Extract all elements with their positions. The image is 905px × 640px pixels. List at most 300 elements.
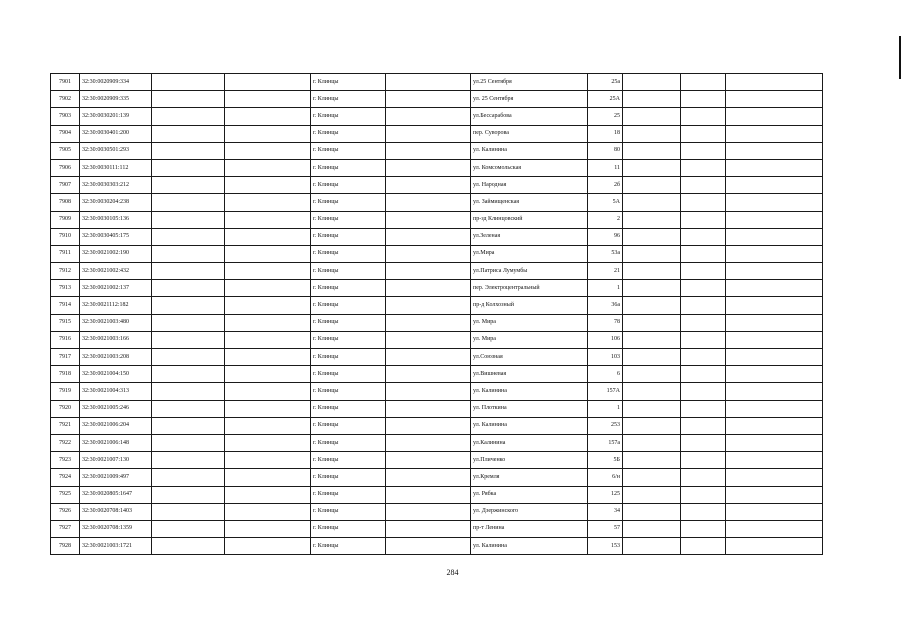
empty-cell [386,434,471,451]
empty-cell [386,263,471,280]
empty-cell [225,314,311,331]
cadastral-number: 32:30:0030401:200 [80,125,152,142]
empty-cell [152,452,225,469]
table-row [51,280,823,297]
house-number: 78 [588,314,623,331]
street-name: ул. Дзержинского [471,503,588,520]
house-number: 125 [588,486,623,503]
city-name: г. Клинцы [311,108,386,125]
row-number: 7927 [51,520,80,537]
empty-cell [681,280,726,297]
empty-cell [681,211,726,228]
empty-cell [152,245,225,262]
street-name: ул. Мира [471,314,588,331]
row-number: 7922 [51,434,80,451]
empty-cell [225,194,311,211]
empty-cell [152,366,225,383]
empty-cell [726,452,823,469]
empty-cell [726,503,823,520]
table-row [51,503,823,520]
table-row [51,125,823,142]
row-number: 7902 [51,91,80,108]
table-row [51,469,823,486]
empty-cell [225,469,311,486]
empty-cell [623,280,681,297]
cadastral-number: 32:30:0021112:182 [80,297,152,314]
city-name: г. Клинцы [311,177,386,194]
cadastral-number: 32:30:0020708:1359 [80,520,152,537]
empty-cell [681,74,726,91]
table-row [51,383,823,400]
registry-table [50,73,823,555]
house-number: 1 [588,280,623,297]
empty-cell [623,297,681,314]
cadastral-number: 32:30:0021006:204 [80,417,152,434]
street-name: ул.25 Сентября [471,74,588,91]
empty-cell [386,142,471,159]
house-number: 53а [588,245,623,262]
cadastral-number: 32:30:0021002:190 [80,245,152,262]
empty-cell [681,486,726,503]
city-name: г. Клинцы [311,142,386,159]
house-number: 21 [588,263,623,280]
empty-cell [681,349,726,366]
empty-cell [152,125,225,142]
empty-cell [726,263,823,280]
empty-cell [152,469,225,486]
empty-cell [623,228,681,245]
empty-cell [225,245,311,262]
empty-cell [726,366,823,383]
cadastral-number: 32:30:0021003:480 [80,314,152,331]
table-row [51,245,823,262]
street-name: ул. Калинина [471,383,588,400]
house-number: 2 [588,211,623,228]
empty-cell [152,520,225,537]
row-number: 7905 [51,142,80,159]
table-row [51,263,823,280]
row-number: 7912 [51,263,80,280]
row-number: 7928 [51,538,80,555]
row-number: 7901 [51,74,80,91]
empty-cell [386,417,471,434]
cadastral-number: 32:30:0020909:335 [80,91,152,108]
empty-cell [225,383,311,400]
empty-cell [681,125,726,142]
house-number: 34 [588,503,623,520]
empty-cell [623,400,681,417]
house-number: 2б [588,177,623,194]
empty-cell [386,245,471,262]
empty-cell [225,142,311,159]
street-name: ул.Союзная [471,349,588,366]
registry-rows [51,74,823,555]
cadastral-number: 32:30:0021002:432 [80,263,152,280]
city-name: г. Клинцы [311,452,386,469]
house-number: 253 [588,417,623,434]
table-row [51,538,823,555]
row-number: 7903 [51,108,80,125]
empty-cell [681,400,726,417]
street-name: ул.Патриса Лумумбы [471,263,588,280]
cadastral-number: 32:30:0021003:166 [80,331,152,348]
empty-cell [726,331,823,348]
empty-cell [623,520,681,537]
street-name: пр-д Колхозный [471,297,588,314]
city-name: г. Клинцы [311,400,386,417]
empty-cell [726,434,823,451]
row-number: 7926 [51,503,80,520]
cadastral-number: 32:30:0030204:238 [80,194,152,211]
empty-cell [152,383,225,400]
empty-cell [386,538,471,555]
empty-cell [386,520,471,537]
empty-cell [726,383,823,400]
row-number: 7908 [51,194,80,211]
empty-cell [152,417,225,434]
empty-cell [726,417,823,434]
row-number: 7921 [51,417,80,434]
empty-cell [681,434,726,451]
table-row [51,366,823,383]
empty-cell [726,400,823,417]
empty-cell [152,314,225,331]
cadastral-number: 32:30:0020708:1403 [80,503,152,520]
empty-cell [681,177,726,194]
empty-cell [623,194,681,211]
row-number: 7917 [51,349,80,366]
street-name: пер. Электроцентральный [471,280,588,297]
row-number: 7925 [51,486,80,503]
empty-cell [225,520,311,537]
cadastral-number: 32:30:0021002:137 [80,280,152,297]
empty-cell [726,142,823,159]
page-edge-mark [899,36,901,79]
street-name: ул.Вишневая [471,366,588,383]
empty-cell [681,245,726,262]
table-row [51,452,823,469]
empty-cell [623,469,681,486]
empty-cell [225,434,311,451]
cadastral-number: 32:30:0020805:1647 [80,486,152,503]
empty-cell [152,538,225,555]
empty-cell [726,91,823,108]
empty-cell [386,194,471,211]
empty-cell [225,538,311,555]
empty-cell [152,434,225,451]
street-name: ул. Калинина [471,538,588,555]
empty-cell [152,108,225,125]
city-name: г. Клинцы [311,211,386,228]
empty-cell [225,417,311,434]
cadastral-number: 32:30:0021004:313 [80,383,152,400]
street-name: ул. Плоткина [471,400,588,417]
city-name: г. Клинцы [311,417,386,434]
empty-cell [623,452,681,469]
empty-cell [225,366,311,383]
empty-cell [623,383,681,400]
empty-cell [225,486,311,503]
empty-cell [726,469,823,486]
empty-cell [225,280,311,297]
empty-cell [386,108,471,125]
empty-cell [152,211,225,228]
empty-cell [681,142,726,159]
street-name: ул. Комсомольская [471,159,588,176]
table-row [51,211,823,228]
table-row [51,400,823,417]
empty-cell [681,314,726,331]
city-name: г. Клинцы [311,520,386,537]
street-name: ул. Калинина [471,417,588,434]
city-name: г. Клинцы [311,383,386,400]
empty-cell [681,228,726,245]
city-name: г. Клинцы [311,194,386,211]
table-row [51,228,823,245]
house-number: 157а [588,434,623,451]
empty-cell [152,263,225,280]
empty-cell [386,400,471,417]
empty-cell [623,486,681,503]
empty-cell [681,383,726,400]
cadastral-number: 32:30:0021005:246 [80,400,152,417]
street-name: ул.Зеленая [471,228,588,245]
city-name: г. Клинцы [311,228,386,245]
empty-cell [681,503,726,520]
city-name: г. Клинцы [311,469,386,486]
street-name: ул. Займищенская [471,194,588,211]
row-number: 7904 [51,125,80,142]
empty-cell [726,74,823,91]
table-row [51,349,823,366]
empty-cell [152,331,225,348]
empty-cell [681,366,726,383]
empty-cell [623,263,681,280]
empty-cell [152,400,225,417]
empty-cell [386,452,471,469]
house-number: 25а [588,74,623,91]
city-name: г. Клинцы [311,486,386,503]
city-name: г. Клинцы [311,245,386,262]
row-number: 7911 [51,245,80,262]
empty-cell [152,503,225,520]
empty-cell [623,503,681,520]
table-row [51,297,823,314]
table-row [51,159,823,176]
empty-cell [623,177,681,194]
empty-cell [681,108,726,125]
empty-cell [623,91,681,108]
empty-cell [623,142,681,159]
house-number: 5Б [588,452,623,469]
city-name: г. Клинцы [311,263,386,280]
empty-cell [152,142,225,159]
street-name: ул.Бессарабова [471,108,588,125]
empty-cell [726,486,823,503]
street-name: ул.Кремля [471,469,588,486]
empty-cell [386,125,471,142]
empty-cell [225,331,311,348]
house-number: 18 [588,125,623,142]
empty-cell [225,74,311,91]
empty-cell [386,228,471,245]
empty-cell [386,383,471,400]
city-name: г. Клинцы [311,125,386,142]
empty-cell [623,211,681,228]
empty-cell [386,297,471,314]
empty-cell [152,486,225,503]
empty-cell [623,159,681,176]
house-number: 157А [588,383,623,400]
street-name: ул.Пличенко [471,452,588,469]
empty-cell [681,331,726,348]
row-number: 7923 [51,452,80,469]
empty-cell [152,91,225,108]
empty-cell [681,452,726,469]
street-name: пр-зд Клинцовский [471,211,588,228]
house-number: 25 [588,108,623,125]
city-name: г. Клинцы [311,159,386,176]
empty-cell [225,263,311,280]
row-number: 7913 [51,280,80,297]
empty-cell [623,349,681,366]
empty-cell [623,366,681,383]
row-number: 7920 [51,400,80,417]
city-name: г. Клинцы [311,91,386,108]
empty-cell [386,314,471,331]
house-number: 25А [588,91,623,108]
empty-cell [225,177,311,194]
cadastral-number: 32:30:0030405:175 [80,228,152,245]
empty-cell [225,452,311,469]
empty-cell [623,74,681,91]
row-number: 7907 [51,177,80,194]
street-name: пер. Суворова [471,125,588,142]
empty-cell [386,469,471,486]
table-row [51,142,823,159]
cadastral-number: 32:30:0030303:212 [80,177,152,194]
cadastral-number: 32:30:0020909:334 [80,74,152,91]
table-row [51,417,823,434]
street-name: ул. Мира [471,331,588,348]
street-name: ул.Мира [471,245,588,262]
city-name: г. Клинцы [311,434,386,451]
page-number: 284 [446,568,459,577]
empty-cell [386,349,471,366]
cadastral-number: 32:30:0030111:112 [80,159,152,176]
empty-cell [623,331,681,348]
table-row [51,108,823,125]
row-number: 7914 [51,297,80,314]
empty-cell [225,503,311,520]
empty-cell [152,177,225,194]
table-row [51,91,823,108]
table-row [51,177,823,194]
empty-cell [726,314,823,331]
empty-cell [726,228,823,245]
empty-cell [726,108,823,125]
street-name: ул. Народная [471,177,588,194]
empty-cell [623,538,681,555]
house-number: 6/н [588,469,623,486]
empty-cell [726,349,823,366]
row-number: 7916 [51,331,80,348]
empty-cell [152,159,225,176]
empty-cell [225,211,311,228]
empty-cell [726,245,823,262]
empty-cell [152,297,225,314]
cadastral-number: 32:30:0030201:139 [80,108,152,125]
row-number: 7918 [51,366,80,383]
street-name: ул. 25 Сентября [471,91,588,108]
empty-cell [726,520,823,537]
cadastral-number: 32:30:0030105:136 [80,211,152,228]
cadastral-number: 32:30:0030501:293 [80,142,152,159]
empty-cell [623,125,681,142]
house-number: 6 [588,366,623,383]
empty-cell [386,211,471,228]
cadastral-number: 32:30:0021006:148 [80,434,152,451]
empty-cell [386,74,471,91]
table-row [51,520,823,537]
street-name: пр-т Ленина [471,520,588,537]
empty-cell [386,159,471,176]
empty-cell [225,108,311,125]
empty-cell [152,74,225,91]
table-row [51,74,823,91]
empty-cell [726,280,823,297]
house-number: 96 [588,228,623,245]
city-name: г. Клинцы [311,74,386,91]
empty-cell [225,297,311,314]
house-number: 36а [588,297,623,314]
cadastral-number: 32:30:0021009:497 [80,469,152,486]
row-number: 7919 [51,383,80,400]
table-row [51,314,823,331]
empty-cell [623,314,681,331]
table-row [51,434,823,451]
empty-cell [681,520,726,537]
street-name: ул. Калинина [471,142,588,159]
empty-cell [225,159,311,176]
row-number: 7915 [51,314,80,331]
empty-cell [152,280,225,297]
row-number: 7910 [51,228,80,245]
cadastral-number: 32:30:0021003:1721 [80,538,152,555]
house-number: 11 [588,159,623,176]
house-number: 103 [588,349,623,366]
cadastral-number: 32:30:0021003:208 [80,349,152,366]
empty-cell [623,108,681,125]
city-name: г. Клинцы [311,349,386,366]
empty-cell [386,331,471,348]
empty-cell [726,177,823,194]
house-number: 153 [588,538,623,555]
house-number: 106 [588,331,623,348]
city-name: г. Клинцы [311,331,386,348]
empty-cell [225,349,311,366]
empty-cell [726,125,823,142]
city-name: г. Клинцы [311,366,386,383]
house-number: 5А [588,194,623,211]
empty-cell [681,469,726,486]
city-name: г. Клинцы [311,297,386,314]
city-name: г. Клинцы [311,503,386,520]
empty-cell [386,280,471,297]
empty-cell [726,194,823,211]
empty-cell [386,486,471,503]
cadastral-number: 32:30:0021004:150 [80,366,152,383]
